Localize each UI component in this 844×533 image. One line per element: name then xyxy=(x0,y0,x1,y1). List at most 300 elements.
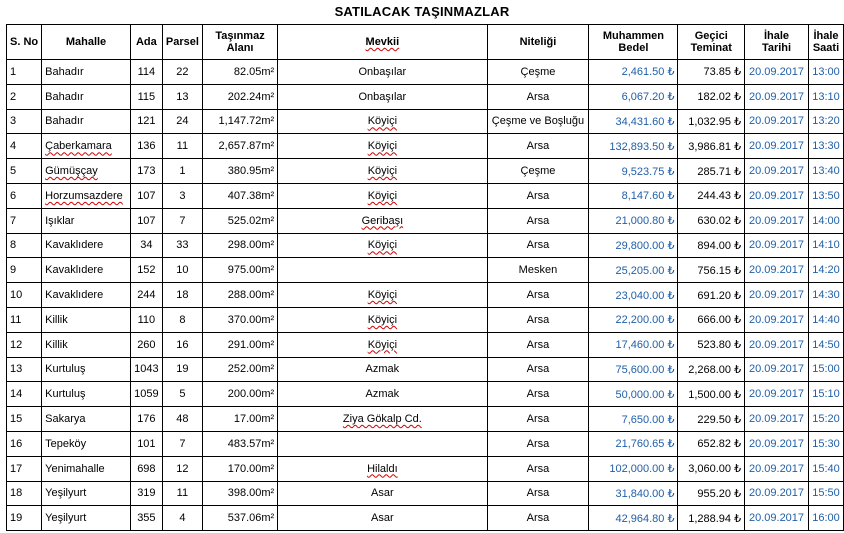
cell-muhammen-bedel-text: 23,040.00 ₺ xyxy=(615,289,675,302)
cell-ihale-saati-text: 13:40 xyxy=(812,165,840,178)
cell-muhammen-bedel xyxy=(589,233,678,258)
cell-sno xyxy=(7,382,42,407)
cell-niteligi-text: Arsa xyxy=(526,437,550,450)
cell-mahalle xyxy=(42,307,131,332)
cell-muhammen-bedel xyxy=(589,307,678,332)
header-parsel: Parsel xyxy=(162,25,202,60)
cell-muhammen-bedel-text: 25,205.00 ₺ xyxy=(615,264,675,277)
cell-mahalle xyxy=(42,283,131,308)
cell-ihale-tarihi xyxy=(745,407,809,432)
cell-niteligi xyxy=(487,208,589,233)
cell-ihale-saati xyxy=(808,357,843,382)
cell-ada-text: 34 xyxy=(140,239,153,252)
cell-gecici-teminat-text: 756.15 ₺ xyxy=(697,264,742,277)
cell-niteligi-text: Arsa xyxy=(526,512,550,525)
cell-gecici-teminat xyxy=(678,382,745,407)
cell-alan xyxy=(202,357,277,382)
cell-ada xyxy=(130,60,162,85)
cell-parsel-text: 13 xyxy=(176,90,189,103)
cell-niteligi xyxy=(487,357,589,382)
table-row xyxy=(7,84,844,109)
header-sno: S. No xyxy=(7,25,42,60)
cell-niteligi-text: Arsa xyxy=(526,363,550,376)
cell-gecici-teminat-text: 182.02 ₺ xyxy=(697,91,742,104)
cell-ihale-tarihi-text: 20.09.2017 xyxy=(748,239,805,252)
cell-gecici-teminat xyxy=(678,60,745,85)
cell-niteligi xyxy=(487,109,589,134)
cell-ada-text: 244 xyxy=(137,289,156,302)
cell-niteligi xyxy=(487,382,589,407)
cell-muhammen-bedel-text: 132,893.50 ₺ xyxy=(609,140,675,153)
cell-ada-text: 136 xyxy=(137,140,156,153)
cell-parsel xyxy=(162,332,202,357)
cell-gecici-teminat xyxy=(678,407,745,432)
cell-muhammen-bedel-text: 17,460.00 ₺ xyxy=(615,339,675,352)
cell-muhammen-bedel-text: 75,600.00 ₺ xyxy=(615,363,675,376)
cell-mahalle-text: Bahadır xyxy=(45,90,84,103)
cell-mahalle xyxy=(42,481,131,506)
cell-mahalle-text: Işıklar xyxy=(45,214,75,227)
cell-ihale-saati xyxy=(808,283,843,308)
cell-alan xyxy=(202,159,277,184)
table-row xyxy=(7,456,844,481)
cell-alan xyxy=(202,332,277,357)
header-mahalle: Mahalle xyxy=(42,25,131,60)
cell-ihale-tarihi-text: 20.09.2017 xyxy=(748,413,805,426)
cell-gecici-teminat-text: 285.71 ₺ xyxy=(697,165,742,178)
cell-niteligi-text: Arsa xyxy=(526,289,550,302)
cell-ihale-saati xyxy=(808,431,843,456)
cell-alan-text: 525.02m² xyxy=(227,214,275,227)
cell-sno-text: 18 xyxy=(10,487,23,500)
cell-ihale-tarihi xyxy=(745,382,809,407)
cell-muhammen-bedel xyxy=(589,109,678,134)
cell-parsel-text: 10 xyxy=(176,264,189,277)
table-header-row xyxy=(7,25,844,60)
cell-sno-text: 12 xyxy=(10,338,23,351)
cell-alan-text: 1,147.72m² xyxy=(218,115,275,128)
cell-mahalle xyxy=(42,332,131,357)
cell-sno-text: 4 xyxy=(10,140,17,153)
cell-muhammen-bedel xyxy=(589,283,678,308)
cell-ihale-saati-text: 15:20 xyxy=(812,413,840,426)
cell-ihale-tarihi-text: 20.09.2017 xyxy=(748,115,805,128)
cell-muhammen-bedel xyxy=(589,431,678,456)
cell-niteligi xyxy=(487,431,589,456)
cell-mevkii-text: Köyiçi xyxy=(367,115,398,128)
table-row xyxy=(7,506,844,531)
cell-ihale-saati-text: 15:00 xyxy=(812,363,840,376)
cell-ihale-saati-text: 14:40 xyxy=(812,313,840,326)
cell-ihale-saati xyxy=(808,84,843,109)
cell-muhammen-bedel-text: 21,760.65 ₺ xyxy=(615,438,675,451)
cell-sno-text: 6 xyxy=(10,189,17,202)
cell-mahalle-text: Kurtuluş xyxy=(45,363,86,376)
cell-parsel-text: 18 xyxy=(176,289,189,302)
cell-alan-text: 252.00m² xyxy=(227,363,275,376)
cell-niteligi xyxy=(487,159,589,184)
cell-ada xyxy=(130,258,162,283)
cell-parsel-text: 12 xyxy=(176,462,189,475)
table-row xyxy=(7,233,844,258)
cell-sno xyxy=(7,407,42,432)
cell-ihale-saati xyxy=(808,208,843,233)
cell-parsel-text: 33 xyxy=(176,239,189,252)
cell-alan xyxy=(202,481,277,506)
cell-muhammen-bedel xyxy=(589,84,678,109)
cell-ihale-tarihi xyxy=(745,60,809,85)
cell-mahalle-text: Yeşilyurt xyxy=(45,512,87,525)
cell-muhammen-bedel-text: 31,840.00 ₺ xyxy=(615,487,675,500)
cell-parsel xyxy=(162,506,202,531)
cell-niteligi-text: Çeşme xyxy=(520,165,556,178)
cell-parsel-text: 19 xyxy=(176,363,189,376)
cell-muhammen-bedel xyxy=(589,258,678,283)
cell-sno xyxy=(7,134,42,159)
cell-sno-text: 19 xyxy=(10,512,23,525)
cell-mahalle-text: Killik xyxy=(45,338,68,351)
cell-ihale-saati xyxy=(808,332,843,357)
cell-muhammen-bedel xyxy=(589,159,678,184)
cell-mevkii-text: Köyiçi xyxy=(367,313,398,326)
cell-mevkii-text: Onbaşılar xyxy=(358,90,407,103)
cell-mahalle xyxy=(42,431,131,456)
cell-sno-text: 3 xyxy=(10,115,17,128)
cell-ada-text: 115 xyxy=(137,90,156,103)
table-row xyxy=(7,183,844,208)
cell-mahalle xyxy=(42,134,131,159)
cell-gecici-teminat-text: 229.50 ₺ xyxy=(697,413,742,426)
cell-mahalle-text: Yenimahalle xyxy=(45,462,105,475)
header-tarih: İhale Tarihi xyxy=(745,25,809,60)
cell-mevkii-text: Köyiçi xyxy=(367,189,398,202)
cell-muhammen-bedel xyxy=(589,506,678,531)
cell-gecici-teminat xyxy=(678,456,745,481)
cell-ada xyxy=(130,134,162,159)
cell-gecici-teminat-text: 691.20 ₺ xyxy=(697,289,742,302)
properties-table xyxy=(6,24,844,531)
cell-alan-text: 82.05m² xyxy=(233,65,275,78)
cell-ihale-tarihi-text: 20.09.2017 xyxy=(748,289,805,302)
cell-gecici-teminat xyxy=(678,307,745,332)
cell-ihale-tarihi xyxy=(745,159,809,184)
cell-ihale-saati-text: 13:20 xyxy=(812,115,840,128)
cell-ihale-saati xyxy=(808,506,843,531)
cell-gecici-teminat-text: 652.82 ₺ xyxy=(697,438,742,451)
table-row xyxy=(7,481,844,506)
cell-niteligi-text: Arsa xyxy=(526,487,550,500)
cell-gecici-teminat-text: 2,268.00 ₺ xyxy=(688,363,742,376)
cell-muhammen-bedel-text: 22,200.00 ₺ xyxy=(615,314,675,327)
cell-niteligi xyxy=(487,183,589,208)
table-row xyxy=(7,357,844,382)
cell-mahalle-text: Kurtuluş xyxy=(45,388,86,401)
cell-mevkii xyxy=(278,208,487,233)
cell-niteligi xyxy=(487,481,589,506)
cell-alan-text: 975.00m² xyxy=(227,264,275,277)
cell-parsel xyxy=(162,382,202,407)
cell-sno xyxy=(7,357,42,382)
cell-ihale-tarihi-text: 20.09.2017 xyxy=(748,437,805,450)
cell-muhammen-bedel-text: 9,523.75 ₺ xyxy=(621,165,675,178)
cell-ada xyxy=(130,109,162,134)
cell-sno xyxy=(7,183,42,208)
cell-parsel xyxy=(162,481,202,506)
cell-alan xyxy=(202,134,277,159)
cell-ihale-tarihi xyxy=(745,431,809,456)
cell-ihale-saati-text: 15:10 xyxy=(812,388,840,401)
cell-parsel xyxy=(162,283,202,308)
cell-mevkii xyxy=(278,258,487,283)
cell-ihale-saati xyxy=(808,481,843,506)
cell-ihale-tarihi-text: 20.09.2017 xyxy=(748,462,805,475)
cell-parsel xyxy=(162,357,202,382)
cell-muhammen-bedel-text: 6,067.20 ₺ xyxy=(621,91,675,104)
cell-niteligi-text: Arsa xyxy=(526,189,550,202)
cell-parsel-text: 8 xyxy=(179,313,186,326)
cell-mevkii-text: Asar xyxy=(371,487,394,500)
cell-ihale-tarihi-text: 20.09.2017 xyxy=(748,214,805,227)
cell-niteligi xyxy=(487,506,589,531)
cell-mevkii xyxy=(278,183,487,208)
cell-gecici-teminat xyxy=(678,506,745,531)
header-ada: Ada xyxy=(130,25,162,60)
cell-mahalle-text: Kavaklıdere xyxy=(45,264,104,277)
cell-ihale-tarihi-text: 20.09.2017 xyxy=(748,313,805,326)
cell-alan-text: 2,657.87m² xyxy=(218,140,275,153)
cell-parsel-text: 7 xyxy=(179,214,186,227)
header-muhammen: Muhammen Bedel xyxy=(589,25,678,60)
cell-gecici-teminat xyxy=(678,183,745,208)
cell-ihale-tarihi xyxy=(745,134,809,159)
cell-gecici-teminat xyxy=(678,332,745,357)
cell-mevkii-text: Köyiçi xyxy=(367,140,398,153)
cell-niteligi xyxy=(487,258,589,283)
cell-ihale-saati-text: 14:30 xyxy=(812,289,840,302)
cell-sno-text: 11 xyxy=(10,313,22,326)
cell-ihale-saati xyxy=(808,233,843,258)
cell-mevkii xyxy=(278,357,487,382)
cell-parsel-text: 3 xyxy=(179,189,186,202)
cell-ihale-tarihi xyxy=(745,258,809,283)
cell-niteligi xyxy=(487,307,589,332)
cell-parsel-text: 24 xyxy=(176,115,189,128)
cell-gecici-teminat-text: 3,060.00 ₺ xyxy=(688,463,742,476)
cell-niteligi xyxy=(487,407,589,432)
cell-alan xyxy=(202,307,277,332)
cell-niteligi xyxy=(487,134,589,159)
cell-mevkii-text: Köyiçi xyxy=(367,165,398,178)
cell-mevkii-text: Onbaşılar xyxy=(358,65,407,78)
cell-mahalle xyxy=(42,456,131,481)
cell-alan-text: 17.00m² xyxy=(233,413,275,426)
cell-mevkii-text: Asar xyxy=(371,512,394,525)
cell-mahalle xyxy=(42,258,131,283)
cell-muhammen-bedel-text: 102,000.00 ₺ xyxy=(609,463,675,476)
cell-niteligi-text: Arsa xyxy=(526,413,550,426)
cell-ihale-tarihi-text: 20.09.2017 xyxy=(748,165,805,178)
cell-sno-text: 14 xyxy=(10,388,23,401)
cell-gecici-teminat-text: 1,500.00 ₺ xyxy=(688,388,742,401)
table-row xyxy=(7,407,844,432)
cell-parsel xyxy=(162,109,202,134)
cell-ihale-saati xyxy=(808,307,843,332)
cell-mevkii-text: Ziya Gökalp Cd. xyxy=(342,413,422,426)
cell-mahalle-text: Kavaklıdere xyxy=(45,239,104,252)
cell-ada-text: 101 xyxy=(137,437,156,450)
cell-ihale-tarihi xyxy=(745,84,809,109)
cell-alan xyxy=(202,382,277,407)
cell-ada xyxy=(130,159,162,184)
cell-parsel xyxy=(162,456,202,481)
cell-ada-text: 107 xyxy=(137,189,156,202)
cell-mevkii xyxy=(278,332,487,357)
cell-sno xyxy=(7,233,42,258)
cell-muhammen-bedel xyxy=(589,183,678,208)
cell-mahalle-text: Sakarya xyxy=(45,413,86,426)
cell-mahalle-text: Tepeköy xyxy=(45,437,87,450)
cell-ihale-saati xyxy=(808,407,843,432)
cell-mahalle-text: Bahadır xyxy=(45,65,84,78)
cell-niteligi-text: Çeşme ve Boşluğu xyxy=(491,115,585,128)
cell-alan xyxy=(202,431,277,456)
header-mevkii xyxy=(278,25,487,60)
cell-ihale-saati-text: 13:50 xyxy=(812,189,840,202)
cell-alan xyxy=(202,60,277,85)
cell-muhammen-bedel xyxy=(589,357,678,382)
cell-ada-text: 152 xyxy=(137,264,156,277)
cell-ihale-saati-text: 13:10 xyxy=(812,90,840,103)
cell-ada xyxy=(130,283,162,308)
cell-alan-text: 370.00m² xyxy=(227,313,275,326)
cell-sno xyxy=(7,283,42,308)
cell-ihale-tarihi xyxy=(745,283,809,308)
cell-mevkii-text: Geribaşı xyxy=(361,214,404,227)
cell-mahalle-text: Bahadır xyxy=(45,115,84,128)
cell-niteligi-text: Arsa xyxy=(526,388,550,401)
cell-mahalle-text: Kavaklıdere xyxy=(45,289,104,302)
cell-sno xyxy=(7,506,42,531)
cell-gecici-teminat xyxy=(678,84,745,109)
cell-muhammen-bedel xyxy=(589,456,678,481)
cell-ihale-tarihi xyxy=(745,307,809,332)
cell-ihale-tarihi-text: 20.09.2017 xyxy=(748,388,805,401)
cell-ada xyxy=(130,431,162,456)
cell-niteligi xyxy=(487,332,589,357)
cell-muhammen-bedel-text: 50,000.00 ₺ xyxy=(615,388,675,401)
cell-mahalle xyxy=(42,208,131,233)
cell-muhammen-bedel xyxy=(589,481,678,506)
table-row xyxy=(7,109,844,134)
cell-ada-text: 260 xyxy=(137,338,156,351)
table-row xyxy=(7,60,844,85)
cell-parsel-text: 16 xyxy=(176,338,189,351)
cell-ihale-saati xyxy=(808,60,843,85)
cell-mahalle xyxy=(42,407,131,432)
cell-niteligi-text: Arsa xyxy=(526,140,550,153)
cell-muhammen-bedel xyxy=(589,382,678,407)
cell-sno-text: 8 xyxy=(10,239,17,252)
cell-sno-text: 9 xyxy=(10,264,17,277)
cell-ihale-tarihi xyxy=(745,456,809,481)
cell-muhammen-bedel-text: 34,431.60 ₺ xyxy=(615,115,675,128)
cell-alan xyxy=(202,208,277,233)
cell-ihale-saati xyxy=(808,159,843,184)
table-row xyxy=(7,307,844,332)
cell-gecici-teminat xyxy=(678,431,745,456)
cell-parsel-text: 48 xyxy=(176,413,189,426)
cell-gecici-teminat xyxy=(678,233,745,258)
cell-mevkii xyxy=(278,134,487,159)
cell-alan-text: 200.00m² xyxy=(227,388,275,401)
cell-sno xyxy=(7,332,42,357)
cell-alan-text: 398.00m² xyxy=(227,487,275,500)
cell-parsel-text: 11 xyxy=(176,140,189,153)
cell-muhammen-bedel xyxy=(589,407,678,432)
cell-ihale-saati xyxy=(808,456,843,481)
cell-gecici-teminat xyxy=(678,357,745,382)
cell-alan-text: 298.00m² xyxy=(227,239,275,252)
cell-mevkii xyxy=(278,84,487,109)
cell-mevkii xyxy=(278,506,487,531)
cell-ihale-tarihi xyxy=(745,481,809,506)
cell-mahalle xyxy=(42,159,131,184)
cell-mevkii xyxy=(278,233,487,258)
table-row xyxy=(7,431,844,456)
cell-sno xyxy=(7,456,42,481)
cell-niteligi-text: Arsa xyxy=(526,214,550,227)
page-title: SATILACAK TAŞINMAZLAR xyxy=(334,4,510,19)
cell-sno-text: 7 xyxy=(10,214,17,227)
cell-alan-text: 407.38m² xyxy=(227,189,275,202)
cell-muhammen-bedel xyxy=(589,208,678,233)
cell-ihale-tarihi xyxy=(745,233,809,258)
table-row xyxy=(7,159,844,184)
cell-ihale-saati-text: 14:00 xyxy=(812,214,840,227)
cell-ihale-saati-text: 13:00 xyxy=(812,65,840,78)
cell-ihale-saati xyxy=(808,258,843,283)
cell-parsel xyxy=(162,307,202,332)
cell-niteligi-text: Çeşme xyxy=(520,65,556,78)
cell-gecici-teminat-text: 630.02 ₺ xyxy=(697,215,742,228)
cell-ihale-tarihi-text: 20.09.2017 xyxy=(748,512,805,525)
cell-gecici-teminat-text: 1,288.94 ₺ xyxy=(688,512,742,525)
cell-alan xyxy=(202,109,277,134)
cell-alan-text: 380.95m² xyxy=(227,165,275,178)
cell-alan-text: 483.57m² xyxy=(227,437,275,450)
cell-mevkii-text: Hilaldı xyxy=(367,462,398,475)
cell-mahalle-text: Killik xyxy=(45,313,68,326)
cell-ada xyxy=(130,407,162,432)
cell-sno xyxy=(7,84,42,109)
header-niteligi: Niteliği xyxy=(487,25,589,60)
cell-ada-text: 176 xyxy=(137,413,156,426)
cell-alan-text: 537.06m² xyxy=(227,512,275,525)
cell-gecici-teminat-text: 894.00 ₺ xyxy=(697,239,742,252)
cell-ada xyxy=(130,233,162,258)
cell-sno xyxy=(7,258,42,283)
cell-ihale-saati-text: 15:50 xyxy=(812,487,840,500)
cell-muhammen-bedel-text: 2,461.50 ₺ xyxy=(621,66,675,79)
cell-mevkii-text: Azmak xyxy=(365,363,400,376)
cell-mevkii xyxy=(278,283,487,308)
cell-ada xyxy=(130,208,162,233)
cell-mevkii xyxy=(278,431,487,456)
cell-ihale-saati-text: 15:30 xyxy=(812,437,840,450)
cell-alan xyxy=(202,407,277,432)
header-alan: Taşınmaz Alanı xyxy=(202,25,277,60)
table-row xyxy=(7,382,844,407)
